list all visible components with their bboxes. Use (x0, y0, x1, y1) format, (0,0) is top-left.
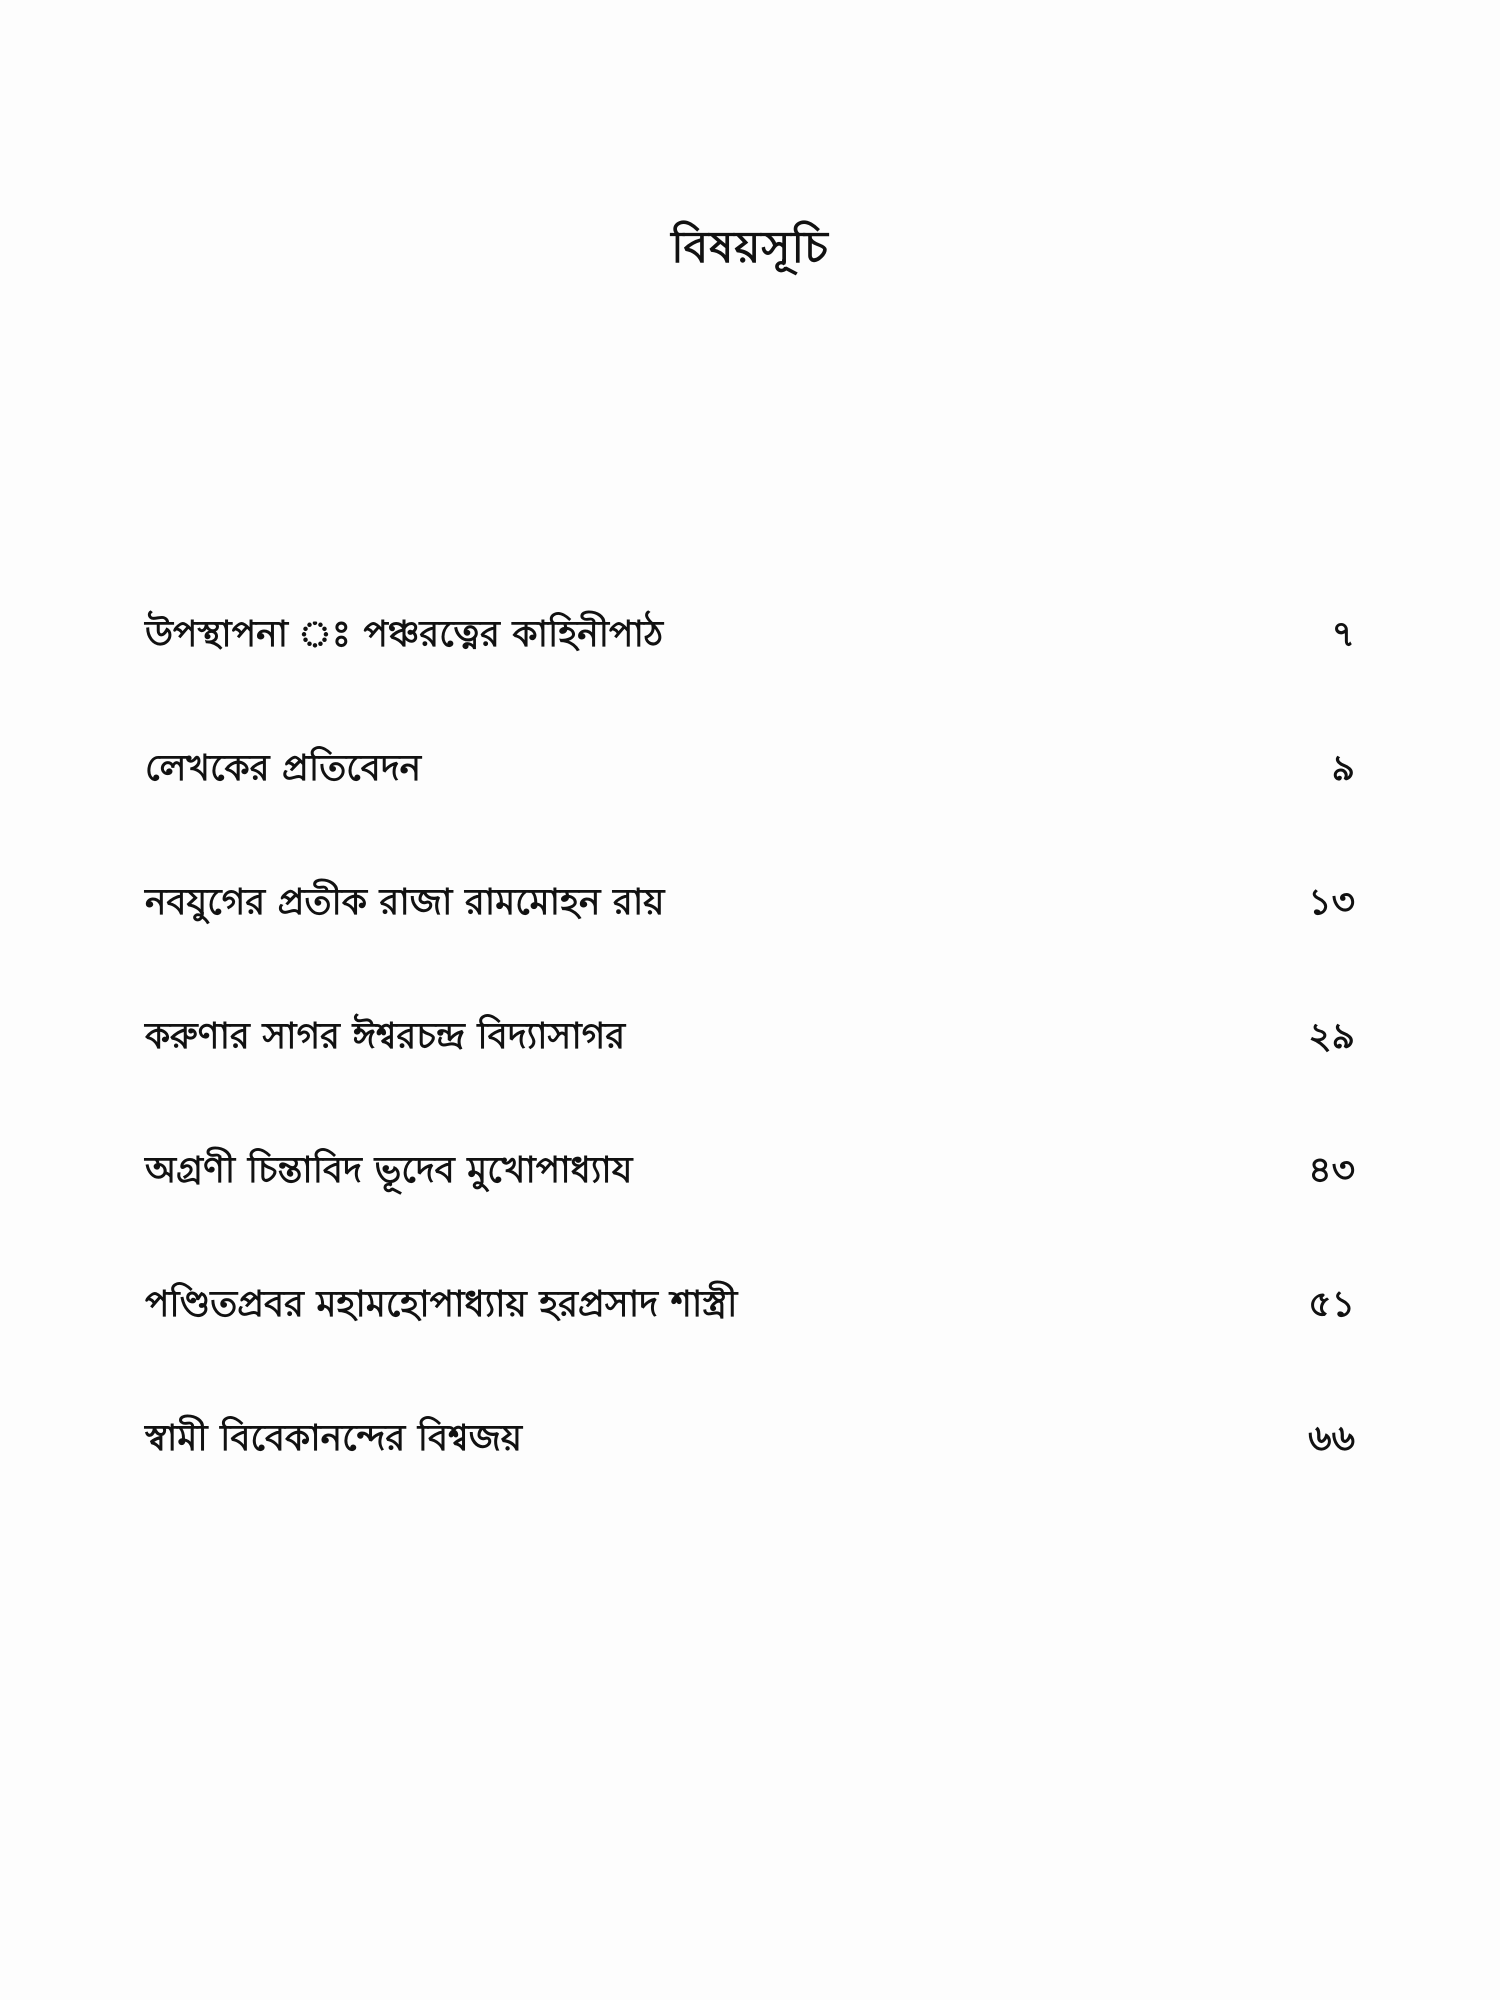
toc-entry-title: নবযুগের প্রতীক রাজা রামমোহন রায় (145, 882, 665, 923)
toc-entry-page-number: ৭ (1331, 614, 1355, 655)
toc-entry (145, 1106, 1355, 1240)
toc-entry (145, 1240, 1355, 1374)
table-of-contents (145, 570, 1355, 1508)
toc-entry-page-number: ৯ (1331, 748, 1355, 789)
toc-entry-page-number: ৫১ (1308, 1284, 1355, 1325)
toc-entry-page-number: ১৩ (1308, 882, 1355, 923)
toc-entry (145, 1374, 1355, 1508)
toc-entry-page-number: ২৯ (1308, 1016, 1355, 1057)
toc-entry-title: স্বামী বিবেকানন্দের বিশ্বজয় (145, 1418, 523, 1459)
toc-entry-page-number: ৪৩ (1308, 1150, 1355, 1191)
toc-entry (145, 838, 1355, 972)
toc-entry-title: করুণার সাগর ঈশ্বরচন্দ্র বিদ্যাসাগর (145, 1016, 626, 1057)
toc-entry-title: উপস্থাপনা ঃ পঞ্চরত্নের কাহিনীপাঠ (145, 614, 664, 655)
toc-entry (145, 704, 1355, 838)
toc-entry (145, 570, 1355, 704)
toc-entry-title: অগ্রণী চিন্তাবিদ ভূদেব মুখোপাধ্যায (145, 1150, 633, 1191)
toc-entry-title: পণ্ডিতপ্রবর মহামহোপাধ্যায় হরপ্রসাদ শাস্ত্রী (145, 1284, 738, 1325)
toc-entry-title: লেখকের প্রতিবেদন (145, 748, 422, 789)
toc-entry-page-number: ৬৬ (1308, 1418, 1355, 1459)
page-title: বিষয়সূচি (671, 222, 829, 274)
toc-entry (145, 972, 1355, 1106)
